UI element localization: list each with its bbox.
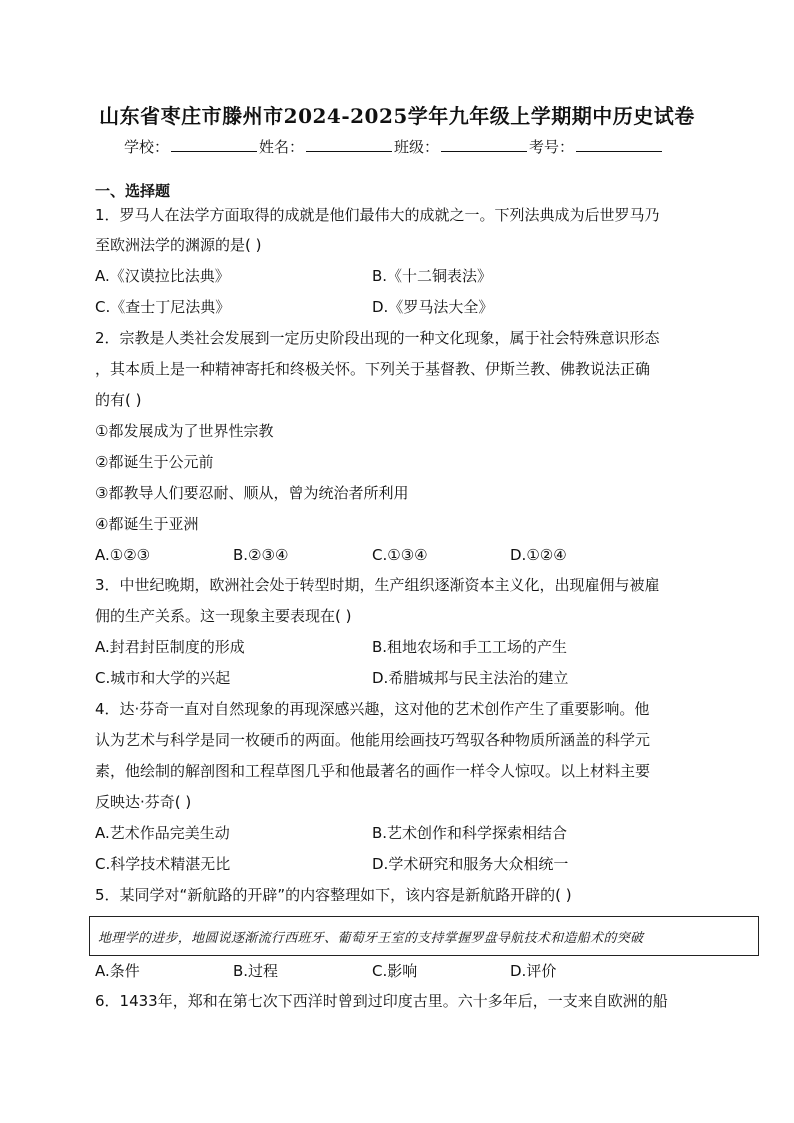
name-label: 姓名：: [259, 138, 305, 156]
question-1-text: 至欧洲法学的渊源的是( ): [95, 236, 262, 254]
question-1-option-d: D.《罗马法大全》: [372, 298, 494, 316]
question-2-option-a: A.①②③: [95, 546, 151, 564]
question-4-text: 素，他绘制的解剖图和工程草图几乎和他最著名的画作一样令人惊叹。以上材料主要: [95, 762, 651, 780]
question-3-option-d: D.希腊城邦与民主法治的建立: [372, 669, 569, 687]
question-5-option-b: B.过程: [233, 962, 279, 980]
question-2-text: 2．宗教是人类社会发展到一定历史阶段出现的一种文化现象，属于社会特殊意识形态: [95, 329, 660, 347]
question-2-option-c: C.①③④: [372, 546, 428, 564]
question-4-text: 反映达·芬奇( ): [95, 793, 192, 811]
question-4-text: 认为艺术与科学是同一枚硬币的两面。他能用绘画技巧驾驭各种物质所涵盖的科学元: [95, 731, 651, 749]
question-4-option-c: C.科学技术精湛无比: [95, 855, 231, 873]
class-label: 班级：: [394, 138, 440, 156]
number-blank[interactable]: [576, 137, 662, 152]
school-blank[interactable]: [171, 137, 257, 152]
question-1-option-b: B.《十二铜表法》: [372, 267, 493, 285]
question-4-option-d: D.学术研究和服务大众相统一: [372, 855, 569, 873]
question-5-text: 5．某同学对“新航路的开辟”的内容整理如下，该内容是新航路开辟的( ): [95, 886, 572, 904]
question-2-text: 的有( ): [95, 391, 142, 409]
question-3-text: 3．中世纪晚期，欧洲社会处于转型时期，生产组织逐渐资本主义化，出现雇佣与被雇: [95, 576, 660, 594]
question-5-option-c: C.影响: [372, 962, 418, 980]
question-4-option-a: A.艺术作品完美生动: [95, 824, 230, 842]
question-3-text: 佣的生产关系。这一现象主要表现在( ): [95, 607, 352, 625]
number-label: 考号：: [529, 138, 575, 156]
question-1-text: 1．罗马人在法学方面取得的成就是他们最伟大的成就之一。下列法典成为后世罗马乃: [95, 206, 660, 224]
school-label: 学校：: [124, 138, 170, 156]
question-3-option-c: C.城市和大学的兴起: [95, 669, 231, 687]
question-3-option-b: B.租地农场和手工工场的产生: [372, 638, 568, 656]
question-2-statement: ①都发展成为了世界性宗教: [95, 422, 274, 440]
question-6-text: 6．1433年，郑和在第七次下西洋时曾到过印度古里。六十多年后，一支来自欧洲的船: [95, 992, 668, 1010]
question-5-material-box: 地理学的进步，地圆说逐渐流行西班牙、葡萄牙王室的支持掌握罗盘导航技术和造船术的突破: [89, 916, 759, 956]
section-heading: 一、选择题: [95, 182, 171, 200]
question-3-option-a: A.封君封臣制度的形成: [95, 638, 245, 656]
question-1-option-a: A.《汉谟拉比法典》: [95, 267, 230, 285]
question-2-statement: ④都诞生于亚洲: [95, 515, 199, 533]
question-5-option-d: D.评价: [510, 962, 557, 980]
question-2-statement: ③都教导人们要忍耐、顺从，曾为统治者所利用: [95, 484, 409, 502]
question-4-text: 4．达·芬奇一直对自然现象的再现深感兴趣，这对他的艺术创作产生了重要影响。他: [95, 700, 650, 718]
question-2-text: ，其本质上是一种精神寄托和终极关怀。下列关于基督教、伊斯兰教、佛教说法正确: [95, 360, 651, 378]
exam-title: 山东省枣庄市滕州市2024-2025学年九年级上学期期中历史试卷: [99, 104, 695, 128]
class-blank[interactable]: [441, 137, 527, 152]
question-2-option-b: B.②③④: [233, 546, 289, 564]
question-1-option-c: C.《查士丁尼法典》: [95, 298, 231, 316]
name-blank[interactable]: [306, 137, 392, 152]
student-info-line: [124, 136, 664, 157]
question-2-statement: ②都诞生于公元前: [95, 453, 214, 471]
question-4-option-b: B.艺术创作和科学探索相结合: [372, 824, 568, 842]
question-5-option-a: A.条件: [95, 962, 140, 980]
question-2-option-d: D.①②④: [510, 546, 567, 564]
